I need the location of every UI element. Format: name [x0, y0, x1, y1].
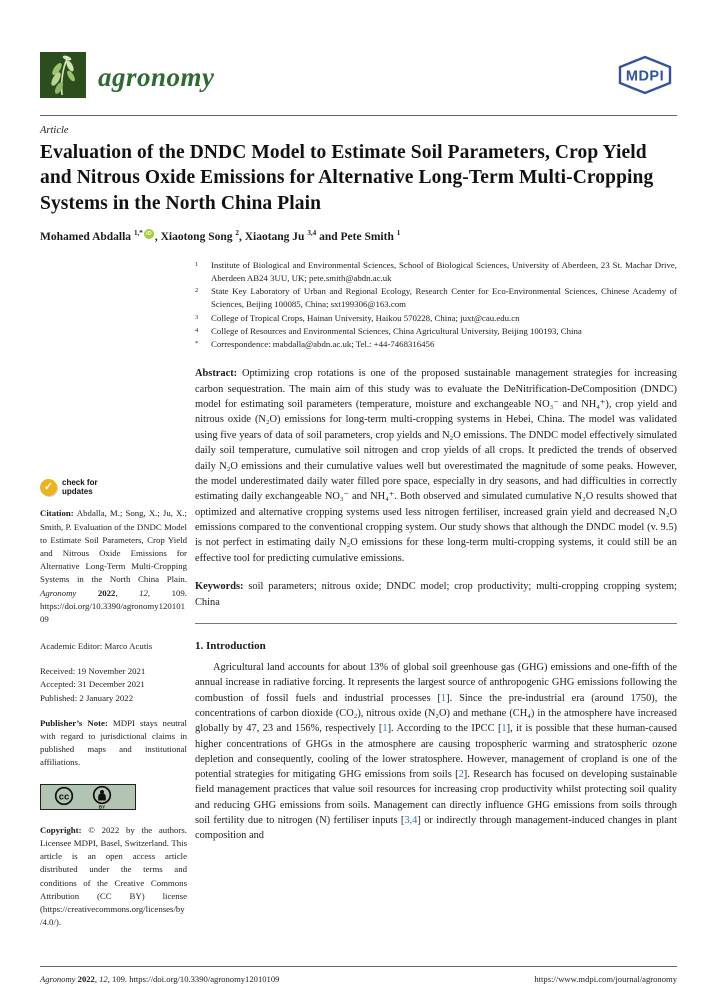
affiliation-item: [195, 338, 677, 351]
page-footer: [40, 966, 677, 984]
check-for-updates-badge[interactable]: [40, 478, 187, 496]
article-type-label: Article: [40, 125, 69, 136]
affiliation-marker: 2: [195, 287, 199, 295]
author-abdalla: Mohamed Abdalla $^{1,*}$: [40, 229, 143, 243]
svg-text:MDPI: MDPI: [625, 68, 665, 85]
affiliation-marker: *: [195, 339, 199, 347]
authors-line: [40, 229, 677, 243]
affiliation-text: Correspondence: mabdalla@abdn.ac.uk; Tel.: +44-7468316456: [211, 338, 435, 349]
check-icon: ✓: [40, 479, 57, 496]
introduction-paragraph: Agricultural land accounts for about 13% of global soil greenhouse gas (GHG) emissions and one-fifth of the annual increase in radiative forcing. It represents the largest source of anthropogenic GHG emissions following the combustion of fossil fuels and industrial processes [1]. Since the pre-industrial era (around 1750), the concentrations of carbon dioxide (CO₂), nitrous oxide (N₂O) and methane (CH₄) in the atmosphere have increased globally by 47, 23 and 156%, respectively [1]. According to the IPCC [1], it is possible that these human-caused higher concentrations of GHGs in the atmosphere are causing tropospheric warming and stratospheric ozone depletion and consequently, cooling of the lower stratosphere. However, management of cropland is one of the potential strategies for mitigating GHG emissions from soils [2]. Research has focused on developing sustainable field management practices that value soil resources for increasing crop productivity whilst protecting soil quality and reducing GHG emissions from soils. Management can directly influence GHG emissions from soils through soil fertility due to nitrogen (N) fertiliser inputs [3,4] or indirectly through management-induced changes in plant composition and: [195, 662, 677, 842]
affiliation-marker: 3: [195, 313, 199, 321]
affiliation-item: [195, 325, 677, 338]
keywords-divider: [195, 623, 677, 624]
affiliation-item: [195, 312, 677, 325]
received-date: Received: 19 November 2021: [40, 666, 146, 677]
publisher-note: Publisher’s Note: MDPI stays neutral with regard to jurisdictional claims in published maps and institutional affiliations.: [40, 717, 187, 768]
svg-text:cc: cc: [58, 790, 70, 802]
main-column: [195, 259, 677, 844]
affiliation-item: [195, 285, 677, 311]
copyright-text: Copyright: © 2022 by the authors. Licensee MDPI, Basel, Switzerland. This article is an open access article distributed under the terms and conditions of the Creative Commons Attribution (CC BY) license (https://creativecommons.org/licenses/by/4.0/).: [40, 824, 187, 928]
affiliation-marker: 1: [195, 260, 199, 268]
journal-brand: [40, 52, 215, 103]
journal-header: [40, 0, 677, 103]
cc-by-license-icon[interactable]: [40, 784, 187, 814]
affiliation-marker: 4: [195, 326, 199, 334]
journal-name: agronomy: [98, 62, 215, 92]
affiliation-text: Institute of Biological and Environmental Sciences, School of Biological Sciences, University of Aberdeen, 23 St. Machar Drive, Aberdeen AB24 3UU, UK; pete.smith@abdn.ac.uk: [211, 259, 677, 284]
affiliation-text: State Key Laboratory of Urban and Regional Ecology, Research Center for Eco-Environmental Sciences, Chinese Academy of Sciences, Beijing 100085, China; sxt199306@163.com: [211, 286, 677, 310]
affiliation-text: College of Tropical Crops, Hainan University, Haikou 570228, China; juxt@cau.edu.cn: [211, 312, 520, 323]
affiliation-text: College of Resources and Environmental Sciences, China Agricultural University, Beijing 100193, China: [211, 325, 582, 336]
academic-editor: Academic Editor: Marco Acutis: [40, 641, 153, 652]
check-for-updates-label: check for updates: [62, 478, 98, 497]
published-date: Published: 2 January 2022: [40, 692, 134, 703]
accepted-date: Accepted: 31 December 2021: [40, 679, 145, 690]
orcid-icon[interactable]: iD: [144, 229, 154, 239]
citation-text: Citation: Abdalla, M.; Song, X.; Ju, X.; Smith, P. Evaluation of the DNDC Model to Estimate Soil Parameters, Crop Yield and Nitrous Oxide Emissions for Alternative Long-Term Multi-Cropping Systems in the North China Plain. Agronomy 2022, 12, 109. https://doi.org/10.3390/agronomy12010109: [40, 508, 187, 624]
article-dates: [40, 665, 187, 705]
article-meta-sidebar: [40, 478, 187, 929]
affiliations-list: [195, 259, 677, 351]
abstract-paragraph: Abstract: Optimizing crop rotations is one of the proposed sustainable management strategies for increasing carbon sequestration. The main aim of this study was to evaluate the DeNitrification-DeComposition (DNDC) model for estimating soil parameters (temperature, moisture and exchangeable NO₃⁻ and NH₄⁺), crop yield and nitrous oxide (N₂O) emissions for long-term multi-cropping systems in Hebei, China. The model was validated using five years of data of soil parameters, crop yields and N₂O emissions. The DNDC model effectively simulated daily soil temperature, cumulative soil nitrogen and crop yields of all crops. It predicted the trends of observed daily N₂O emissions and their cumulative values well but overestimated the magnitude of some peaks. However, the model underestimated daily water filled pore space, especially in dry seasons, and had difficulties in correctly estimating daily exchangeable NO₃⁻ and NH₄⁺. Both observed and simulated cumulative N₂O results showed that optimized and alternative cropping systems used less nitrogen fertiliser, increased grain yield and decreased N₂O emissions compared to the conventional cropping system. Our study shows that although the DNDC model (v. 9.5) is not perfect in estimating daily N₂O emissions for these long-term multi-cropping systems, it could still be an effective tool for predicting cumulative emissions.: [195, 368, 677, 564]
mdpi-logo-icon[interactable]: [613, 54, 677, 101]
section-heading-introduction: 1. Introduction: [195, 640, 266, 653]
footer-journal-url-link[interactable]: https://www.mdpi.com/journal/agronomy: [534, 974, 677, 984]
article-title: Evaluation of the DNDC Model to Estimate Soil Parameters, Crop Yield and Nitrous Oxide Emissions for Alternative Long-Term Multi-Cropping Systems in the North China Plain: [40, 142, 654, 214]
agronomy-logo-icon: [40, 52, 86, 103]
footer-citation-doi-link[interactable]: Agronomy 2022, 12, 109. https://doi.org/10.3390/agronomy12010109: [40, 974, 280, 984]
header-divider: [40, 115, 677, 116]
affiliation-item: [195, 259, 677, 285]
svg-text:BY: BY: [98, 804, 106, 810]
authors-rest: , Xiaotong Song $^2$, Xiaotang Ju $^{3,4}$ and Pete Smith $^1$: [154, 229, 401, 243]
keywords-paragraph: Keywords: soil parameters; nitrous oxide; DNDC model; crop productivity; multi-cropping cropping system; China: [195, 581, 677, 608]
